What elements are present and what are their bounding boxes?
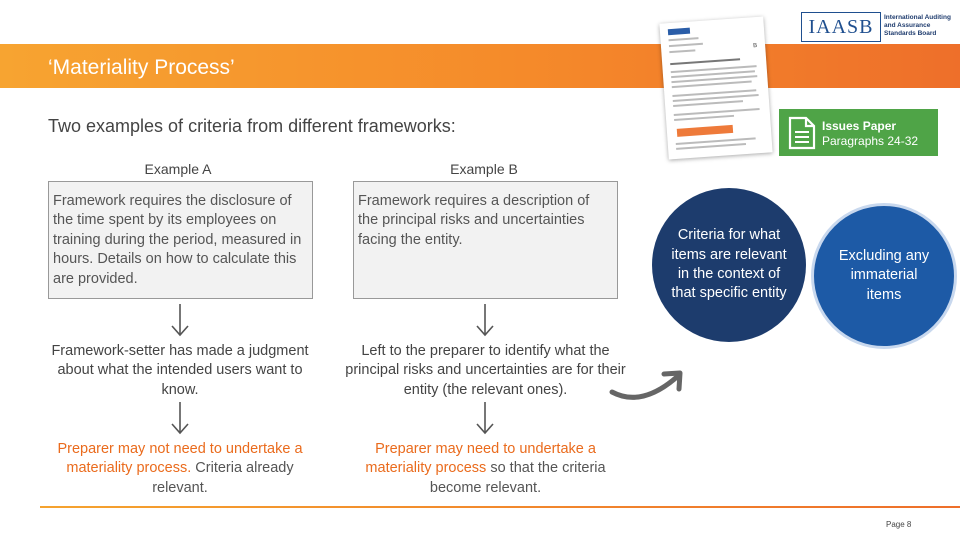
slide-subtitle: Two examples of criteria from different frameworks: bbox=[48, 116, 456, 136]
title-banner bbox=[0, 44, 960, 88]
example-b-conclusion-highlight: materiality process bbox=[365, 460, 487, 477]
example-b-conclusion-prefix: Preparer may need to undertake a bbox=[375, 441, 596, 457]
thumbnail-header-mark bbox=[668, 28, 690, 36]
criteria-circle: Criteria for what items are relevant in the context of that specific entity bbox=[652, 188, 806, 342]
iaasb-logo-text: International Auditing and Assurance Standards Board bbox=[884, 14, 951, 37]
down-arrow-icon bbox=[168, 400, 192, 436]
example-b-conclusion bbox=[353, 440, 618, 498]
down-arrow-icon bbox=[168, 302, 192, 338]
curved-arrow-icon bbox=[606, 362, 692, 408]
example-b-box: Framework requires a description of the principal risks and uncertainties facing the entity. bbox=[353, 181, 618, 299]
page-number: Page 8 bbox=[886, 520, 912, 529]
iaasb-logo: IAASB bbox=[801, 12, 881, 42]
down-arrow-icon bbox=[473, 400, 497, 436]
example-a-label: Example A bbox=[144, 161, 212, 177]
issues-paper-paragraphs: Paragraphs 24-32 bbox=[822, 134, 919, 148]
footer-line bbox=[40, 506, 960, 508]
example-b-conclusion-rest: so that the criteria become relevant. bbox=[429, 460, 606, 496]
example-a-conclusion bbox=[44, 440, 316, 498]
example-a-box: Framework requires the disclosure of the time spent by its employees on training during the period, measured in hours. Details on how to calculate this are provided. bbox=[48, 181, 313, 299]
thumbnail-chart-mark bbox=[677, 125, 733, 137]
issues-paper-badge bbox=[779, 109, 938, 156]
excluding-circle: Excluding any immaterial items bbox=[811, 203, 957, 349]
thumbnail-page-number: B bbox=[752, 43, 758, 50]
slide-title: ‘Materiality Process’ bbox=[48, 56, 235, 79]
example-a-conclusion-highlight: Preparer may not need to undertake a materiality process. bbox=[57, 441, 303, 477]
example-a-conclusion-rest: Criteria already relevant. bbox=[152, 460, 294, 496]
issues-paper-title: Issues Paper bbox=[822, 119, 897, 133]
issues-paper-thumbnail bbox=[659, 17, 772, 160]
example-b-label: Example B bbox=[450, 161, 518, 177]
document-icon bbox=[788, 116, 816, 150]
down-arrow-icon bbox=[473, 302, 497, 338]
example-a-middle-text: Framework-setter has made a judgment about what the intended users want to know. bbox=[51, 343, 309, 398]
example-b-middle-text: Left to the preparer to identify what the principal risks and uncertainties are for their entity (the relevant ones). bbox=[345, 343, 626, 398]
